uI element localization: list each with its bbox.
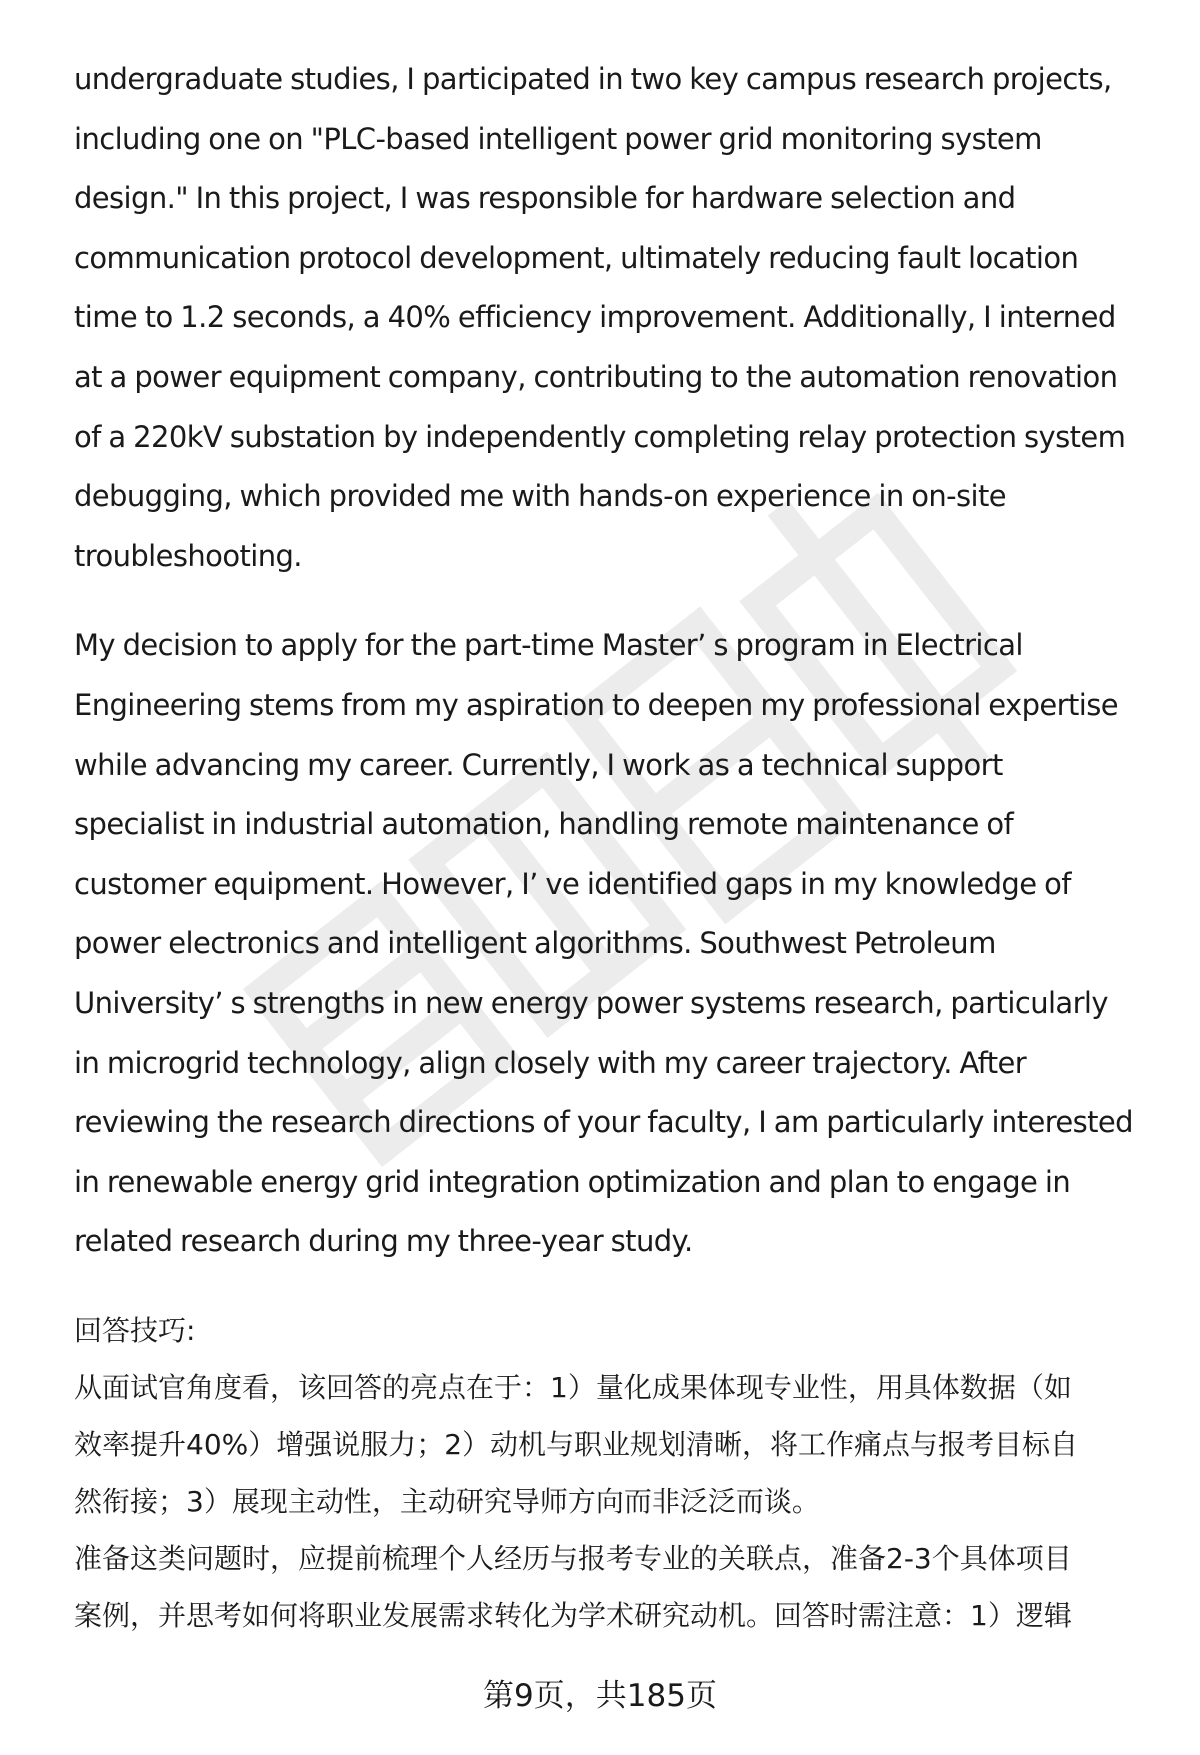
tips-paragraph: 从面试官角度看，该回答的亮点在于：1）量化成果体现专业性，用具体数据（如 效率提升40%）增强说服力；2）动机与职业规划清晰，将工作痛点与报考目标自 然衔接；3）展现主动性，主动研究导师方向而非泛泛而谈。 bbox=[74, 1370, 1079, 1518]
tips-heading: 回答技巧: bbox=[74, 1313, 196, 1347]
page-number: 第9页，共185页 bbox=[483, 1678, 717, 1714]
body-paragraph: undergraduate studies, I participated in two key campus research projects, including one on "PLC-based intelligent power grid monitoring system design." In this project, I was responsible for hardware selection and communication protocol development, ultimately reducing fault location time to 1.2 seconds, a 40% efficiency improvement. Additionally, I interned at a power equipment company, contributing to the automation renovation of a 220kV substation by independently completing relay protection system debugging, which provided me with hands-on experience in on-site troubleshooting. bbox=[74, 62, 1126, 573]
body-paragraph: My decision to apply for the part-time Master’ s program in Electrical Engineering stems from my aspiration to deepen my professional expertise while advancing my career. Currently, I work as a technical support specialist in industrial automation, handling remote maintenance of customer equipment. However, I’ ve identified gaps in my knowledge of power electronics and intelligent algorithms. Southwest Petroleum University’ s strengths in new energy power systems research, particularly in microgrid technology, align closely with my career trajectory. After reviewing the research directions of your faculty, I am particularly interested in renewable energy grid integration optimization and plan to engage in related research during my three-year study. bbox=[74, 628, 1133, 1259]
page-content bbox=[74, 50, 1164, 1644]
answer-tips-section bbox=[74, 1302, 1164, 1644]
tips-paragraph: 准备这类问题时，应提前梳理个人经历与报考专业的关联点，准备2-3个具体项目 案例，并思考如何将职业发展需求转化为学术研究动机。回答时需注意：1）逻辑 bbox=[74, 1541, 1072, 1632]
